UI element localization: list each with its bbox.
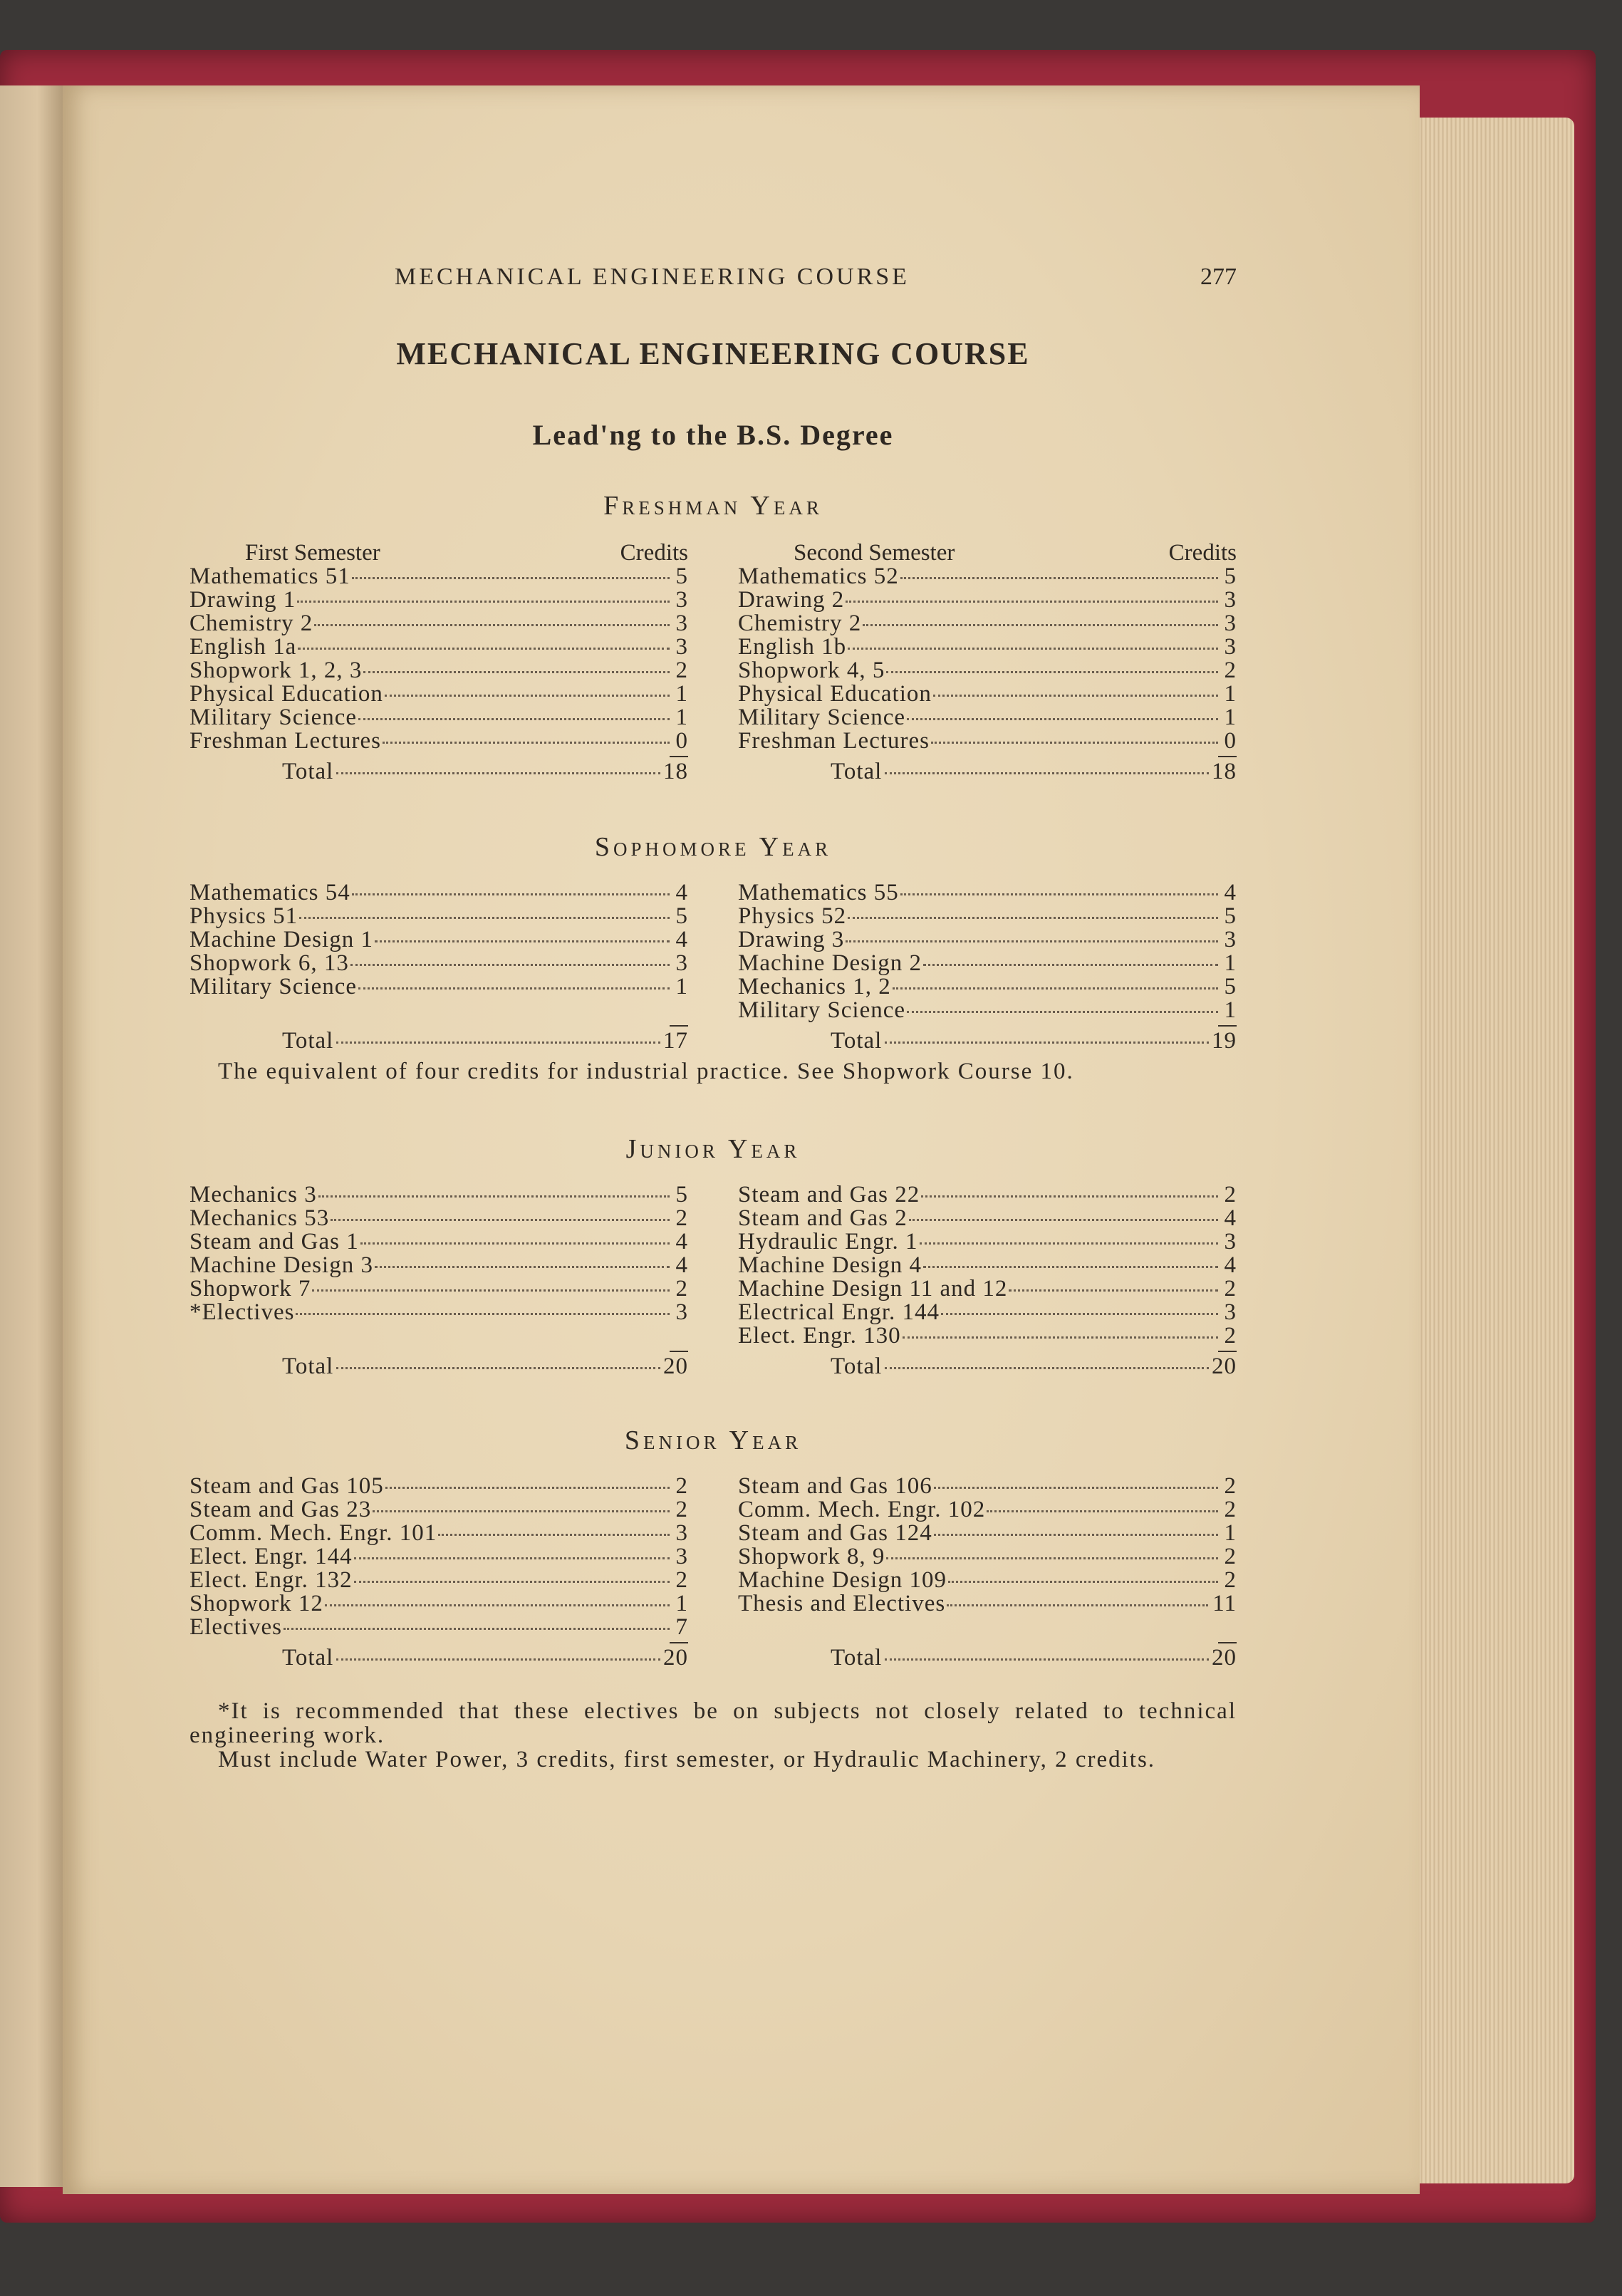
course-credits: 4	[1224, 1252, 1237, 1278]
leader-dots	[350, 964, 670, 966]
course-row	[189, 1592, 688, 1616]
footnote-electives: *It is recommended that these electives be on subjects not closely related to technical engineering work.	[189, 1698, 1237, 1748]
leader-dots	[312, 1289, 670, 1292]
total-label: Total	[831, 1354, 883, 1379]
course-name: Shopwork 1, 2, 3	[189, 658, 363, 683]
total-value: 20	[663, 1645, 688, 1671]
course-credits: 0	[675, 728, 688, 754]
total-value: 18	[1212, 759, 1237, 784]
leader-dots	[375, 1266, 670, 1268]
course-row	[738, 1545, 1237, 1569]
course-name: Chemistry 2	[189, 611, 313, 636]
page-content	[189, 265, 1237, 1772]
course-credits: 5	[675, 1182, 688, 1207]
course-credits: 3	[675, 611, 688, 636]
sum-rule	[738, 753, 1237, 760]
course-name: Mathematics 51	[189, 563, 350, 589]
course-name: Machine Design 1	[189, 927, 373, 952]
leader-dots	[921, 1195, 1218, 1198]
course-credits: 3	[1224, 1299, 1237, 1325]
course-name: Mechanics 1, 2	[738, 974, 891, 999]
leader-dots	[299, 917, 670, 919]
sum-rule	[189, 1348, 688, 1355]
junior-second-semester	[738, 1183, 1237, 1381]
freshman-year-heading: Freshman Year	[603, 491, 823, 521]
total-row	[738, 1355, 1237, 1381]
course-credits: 3	[675, 1520, 688, 1546]
leader-dots	[352, 577, 670, 579]
course-row	[189, 1569, 688, 1592]
course-name: Mathematics 54	[189, 880, 350, 905]
course-credits: 0	[1224, 728, 1237, 754]
course-row	[738, 635, 1237, 659]
course-row	[189, 1616, 688, 1639]
course-row	[189, 1277, 688, 1301]
leader-dots	[375, 940, 670, 942]
course-row	[189, 928, 688, 952]
course-row	[738, 682, 1237, 706]
course-name: Elect. Engr. 132	[189, 1567, 353, 1593]
leader-dots	[933, 695, 1218, 697]
course-name: Mechanics 53	[189, 1205, 330, 1231]
course-credits: 2	[1224, 658, 1237, 683]
course-name: Electives	[189, 1614, 282, 1640]
total-row	[738, 1646, 1237, 1672]
course-row	[189, 1207, 688, 1230]
course-name: Drawing 2	[738, 587, 845, 613]
course-credits: 3	[675, 950, 688, 976]
course-row	[189, 1545, 688, 1569]
total-value: 19	[1212, 1028, 1237, 1054]
course-name: Military Science	[738, 705, 906, 730]
senior-year-heading: Senior Year	[624, 1425, 802, 1455]
leader-dots	[314, 624, 670, 626]
leader-dots	[900, 893, 1218, 895]
course-list	[738, 565, 1237, 753]
course-list	[738, 1475, 1237, 1616]
total-row	[738, 1029, 1237, 1055]
course-credits: 1	[675, 974, 688, 999]
leader-dots	[297, 601, 670, 603]
leader-dots	[318, 1195, 670, 1198]
course-row	[738, 1183, 1237, 1207]
course-row	[189, 952, 688, 975]
course-row	[189, 1475, 688, 1498]
course-row	[189, 1183, 688, 1207]
course-credits: 11	[1212, 1591, 1237, 1616]
leader-dots	[298, 648, 670, 650]
course-credits: 4	[1224, 1205, 1237, 1231]
course-credits: 3	[1224, 634, 1237, 660]
course-name: Shopwork 6, 13	[189, 950, 349, 976]
leader-dots	[931, 742, 1218, 744]
total-row	[738, 760, 1237, 786]
course-row	[738, 952, 1237, 975]
course-credits: 2	[675, 658, 688, 683]
leader-dots	[947, 1604, 1208, 1606]
leader-dots	[385, 1487, 670, 1489]
course-credits: 2	[675, 1497, 688, 1522]
total-label: Total	[282, 759, 334, 784]
course-name: Military Science	[738, 997, 906, 1023]
course-credits: 4	[675, 1252, 688, 1278]
course-credits: 4	[1224, 880, 1237, 905]
course-row	[189, 635, 688, 659]
leader-dots	[358, 987, 670, 989]
course-name: Machine Design 3	[189, 1252, 373, 1278]
leader-dots	[383, 742, 670, 744]
course-row	[738, 1277, 1237, 1301]
previous-page-edge	[0, 85, 63, 2187]
total-label: Total	[282, 1354, 334, 1379]
course-credits: 2	[675, 1276, 688, 1302]
course-list	[189, 1183, 688, 1324]
course-credits: 3	[1224, 927, 1237, 952]
course-credits: 2	[675, 1205, 688, 1231]
leader-dots	[941, 1313, 1218, 1315]
course-row	[738, 612, 1237, 635]
junior-first-semester	[189, 1183, 688, 1381]
course-name: English 1b	[738, 634, 847, 660]
course-name: Physics 52	[738, 903, 847, 929]
leader-dots	[907, 718, 1218, 720]
running-head-title: MECHANICAL ENGINEERING COURSE	[395, 264, 910, 290]
course-name: Steam and Gas 124	[738, 1520, 932, 1546]
sum-rule	[738, 1348, 1237, 1355]
footnotes	[189, 1699, 1237, 1772]
course-row	[738, 1522, 1237, 1545]
course-credits: 2	[1224, 1544, 1237, 1569]
course-name: Steam and Gas 105	[189, 1473, 384, 1499]
course-name: Shopwork 8, 9	[738, 1544, 885, 1569]
course-credits: 4	[675, 1229, 688, 1255]
sophomore-note: The equivalent of four credits for industrial practice. See Shopwork Course 10.	[218, 1059, 1074, 1084]
course-list	[189, 565, 688, 753]
course-name: Machine Design 11 and 12	[738, 1276, 1008, 1302]
course-credits: 2	[675, 1473, 688, 1499]
total-label: Total	[831, 759, 883, 784]
leader-dots	[360, 1242, 670, 1245]
leader-dots	[920, 1242, 1218, 1245]
leader-dots	[325, 1604, 670, 1606]
course-row	[189, 975, 688, 999]
course-row	[189, 729, 688, 753]
course-name: Steam and Gas 23	[189, 1497, 372, 1522]
course-row	[738, 1230, 1237, 1254]
sophomore-year-heading: Sophomore Year	[594, 832, 832, 862]
leader-dots	[846, 601, 1218, 603]
course-row	[189, 1301, 688, 1324]
leader-dots	[893, 987, 1218, 989]
course-credits: 5	[675, 903, 688, 929]
course-credits: 1	[1224, 950, 1237, 976]
leader-dots	[934, 1534, 1218, 1536]
leader-dots	[987, 1510, 1218, 1512]
course-credits: 3	[1224, 611, 1237, 636]
course-name: Mathematics 52	[738, 563, 899, 589]
course-credits: 2	[1224, 1473, 1237, 1499]
course-row	[738, 905, 1237, 928]
total-label: Total	[282, 1028, 334, 1054]
course-row	[738, 1254, 1237, 1277]
leader-dots	[903, 1336, 1218, 1339]
total-row	[189, 1029, 688, 1055]
freshman-second-semester	[738, 541, 1237, 786]
course-row	[189, 588, 688, 612]
total-value: 17	[663, 1028, 688, 1054]
leader-dots	[846, 940, 1218, 942]
course-row	[738, 588, 1237, 612]
total-row	[189, 760, 688, 786]
course-row	[738, 565, 1237, 588]
course-credits: 2	[1224, 1182, 1237, 1207]
course-name: Comm. Mech. Engr. 102	[738, 1497, 986, 1522]
first-semester-header: First Semester	[245, 540, 380, 566]
course-name: Machine Design 4	[738, 1252, 922, 1278]
course-row	[738, 975, 1237, 999]
course-credits: 1	[1224, 997, 1237, 1023]
total-label: Total	[831, 1645, 883, 1671]
total-label: Total	[831, 1028, 883, 1054]
course-credits: 1	[1224, 681, 1237, 707]
leader-dots	[907, 1011, 1218, 1013]
leader-dots	[331, 1219, 670, 1221]
total-value: 18	[663, 759, 688, 784]
course-name: *Electives	[189, 1299, 295, 1325]
course-row	[738, 1498, 1237, 1522]
course-credits: 5	[1224, 903, 1237, 929]
sum-rule	[738, 1022, 1237, 1029]
course-credits: 2	[1224, 1276, 1237, 1302]
total-row	[189, 1646, 688, 1672]
course-name: Freshman Lectures	[738, 728, 930, 754]
course-row	[738, 999, 1237, 1022]
leader-dots	[352, 893, 670, 895]
course-name: Drawing 1	[189, 587, 296, 613]
sophomore-table	[189, 881, 1237, 1055]
course-row	[738, 928, 1237, 952]
course-row	[189, 706, 688, 729]
course-row	[738, 881, 1237, 905]
course-row	[189, 1254, 688, 1277]
page-title: MECHANICAL ENGINEERING COURSE	[396, 336, 1030, 371]
course-name: Steam and Gas 2	[738, 1205, 908, 1231]
course-row	[189, 881, 688, 905]
course-row	[738, 706, 1237, 729]
course-row	[738, 1569, 1237, 1592]
leader-dots	[363, 671, 670, 673]
course-credits: 1	[675, 1591, 688, 1616]
course-row	[189, 905, 688, 928]
course-row	[738, 659, 1237, 682]
course-row	[189, 1230, 688, 1254]
sum-rule	[189, 1022, 688, 1029]
leader-dots	[886, 1557, 1218, 1559]
leader-dots	[948, 1581, 1218, 1583]
course-name: Steam and Gas 106	[738, 1473, 932, 1499]
course-name: Physical Education	[189, 681, 383, 707]
course-credits: 5	[1224, 974, 1237, 999]
course-name: Machine Design 109	[738, 1567, 947, 1593]
sophomore-first-semester	[189, 881, 688, 1055]
course-name: Thesis and Electives	[738, 1591, 946, 1616]
course-row	[738, 1301, 1237, 1324]
course-name: Mechanics 3	[189, 1182, 317, 1207]
course-name: Military Science	[189, 705, 358, 730]
course-credits: 1	[675, 705, 688, 730]
leader-dots	[863, 624, 1218, 626]
freshman-first-semester	[189, 541, 688, 786]
sum-rule	[189, 1639, 688, 1646]
course-credits: 1	[1224, 1520, 1237, 1546]
leader-dots	[848, 648, 1218, 650]
course-credits: 1	[1224, 705, 1237, 730]
leader-dots	[934, 1487, 1218, 1489]
leader-dots	[354, 1581, 670, 1583]
course-name: Freshman Lectures	[189, 728, 381, 754]
freshman-table	[189, 541, 1237, 786]
course-name: Shopwork 12	[189, 1591, 323, 1616]
leader-dots	[354, 1557, 670, 1559]
course-credits: 3	[675, 1299, 688, 1325]
course-list	[189, 1475, 688, 1639]
course-name: Elect. Engr. 144	[189, 1544, 353, 1569]
course-credits: 4	[675, 880, 688, 905]
course-list	[738, 881, 1237, 1022]
course-credits: 5	[1224, 563, 1237, 589]
senior-first-semester	[189, 1475, 688, 1672]
credits-header: Credits	[1168, 540, 1237, 566]
leader-dots	[900, 577, 1218, 579]
sum-rule	[189, 753, 688, 760]
course-name: Hydraulic Engr. 1	[738, 1229, 918, 1255]
course-credits: 7	[675, 1614, 688, 1640]
leader-dots	[284, 1628, 670, 1630]
course-row	[189, 682, 688, 706]
course-row	[738, 1592, 1237, 1616]
course-row	[189, 565, 688, 588]
column-header	[189, 541, 688, 565]
total-value: 20	[1212, 1645, 1237, 1671]
course-row	[189, 1498, 688, 1522]
course-credits: 2	[1224, 1567, 1237, 1593]
course-name: Military Science	[189, 974, 358, 999]
course-name: Comm. Mech. Engr. 101	[189, 1520, 437, 1546]
course-credits: 3	[675, 587, 688, 613]
senior-table	[189, 1475, 1237, 1672]
course-row	[738, 729, 1237, 753]
course-name: Machine Design 2	[738, 950, 922, 976]
total-row	[189, 1355, 688, 1381]
total-label: Total	[282, 1645, 334, 1671]
page-subtitle: Lead'ng to the B.S. Degree	[532, 419, 894, 451]
course-credits: 3	[1224, 587, 1237, 613]
course-credits: 2	[1224, 1497, 1237, 1522]
junior-year-heading: Junior Year	[625, 1134, 801, 1164]
course-row	[189, 612, 688, 635]
leader-dots	[923, 1266, 1218, 1268]
junior-table	[189, 1183, 1237, 1381]
course-row	[738, 1324, 1237, 1348]
course-row	[189, 659, 688, 682]
course-name: Physical Education	[738, 681, 932, 707]
course-credits: 4	[675, 927, 688, 952]
running-head	[189, 265, 1237, 296]
course-credits: 3	[675, 1544, 688, 1569]
leader-dots	[296, 1313, 670, 1315]
course-credits: 2	[675, 1567, 688, 1593]
total-value: 20	[1212, 1354, 1237, 1379]
course-name: English 1a	[189, 634, 297, 660]
course-name: Steam and Gas 22	[738, 1182, 920, 1207]
leader-dots	[923, 964, 1218, 966]
page-stack-edge	[1414, 118, 1574, 2183]
leader-dots	[848, 917, 1218, 919]
course-credits: 3	[1224, 1229, 1237, 1255]
leader-dots	[385, 695, 670, 697]
course-list	[738, 1183, 1237, 1348]
second-semester-header: Second Semester	[794, 540, 955, 566]
course-credits: 2	[1224, 1323, 1237, 1349]
course-name: Drawing 3	[738, 927, 845, 952]
course-name: Electrical Engr. 144	[738, 1299, 940, 1325]
course-name: Shopwork 4, 5	[738, 658, 885, 683]
column-header	[738, 541, 1237, 565]
credits-header: Credits	[620, 540, 688, 566]
course-credits: 5	[675, 563, 688, 589]
sum-rule	[738, 1639, 1237, 1646]
leader-dots	[909, 1219, 1218, 1221]
course-name: Physics 51	[189, 903, 298, 929]
course-row	[189, 1522, 688, 1545]
page-number: 277	[1200, 264, 1237, 290]
course-list	[189, 881, 688, 999]
leader-dots	[1009, 1289, 1218, 1292]
leader-dots	[886, 671, 1218, 673]
leader-dots	[373, 1510, 670, 1512]
course-credits: 3	[675, 634, 688, 660]
leader-dots	[438, 1534, 670, 1536]
course-name: Elect. Engr. 130	[738, 1323, 901, 1349]
leader-dots	[358, 718, 670, 720]
course-credits: 1	[675, 681, 688, 707]
course-row	[738, 1475, 1237, 1498]
footnote-water-power: Must include Water Power, 3 credits, first semester, or Hydraulic Machinery, 2 credits.	[218, 1747, 1156, 1772]
course-row	[738, 1207, 1237, 1230]
senior-second-semester	[738, 1475, 1237, 1672]
course-name: Mathematics 55	[738, 880, 899, 905]
course-name: Chemistry 2	[738, 611, 862, 636]
total-value: 20	[663, 1354, 688, 1379]
sophomore-second-semester	[738, 881, 1237, 1055]
course-name: Shopwork 7	[189, 1276, 311, 1302]
course-name: Steam and Gas 1	[189, 1229, 359, 1255]
